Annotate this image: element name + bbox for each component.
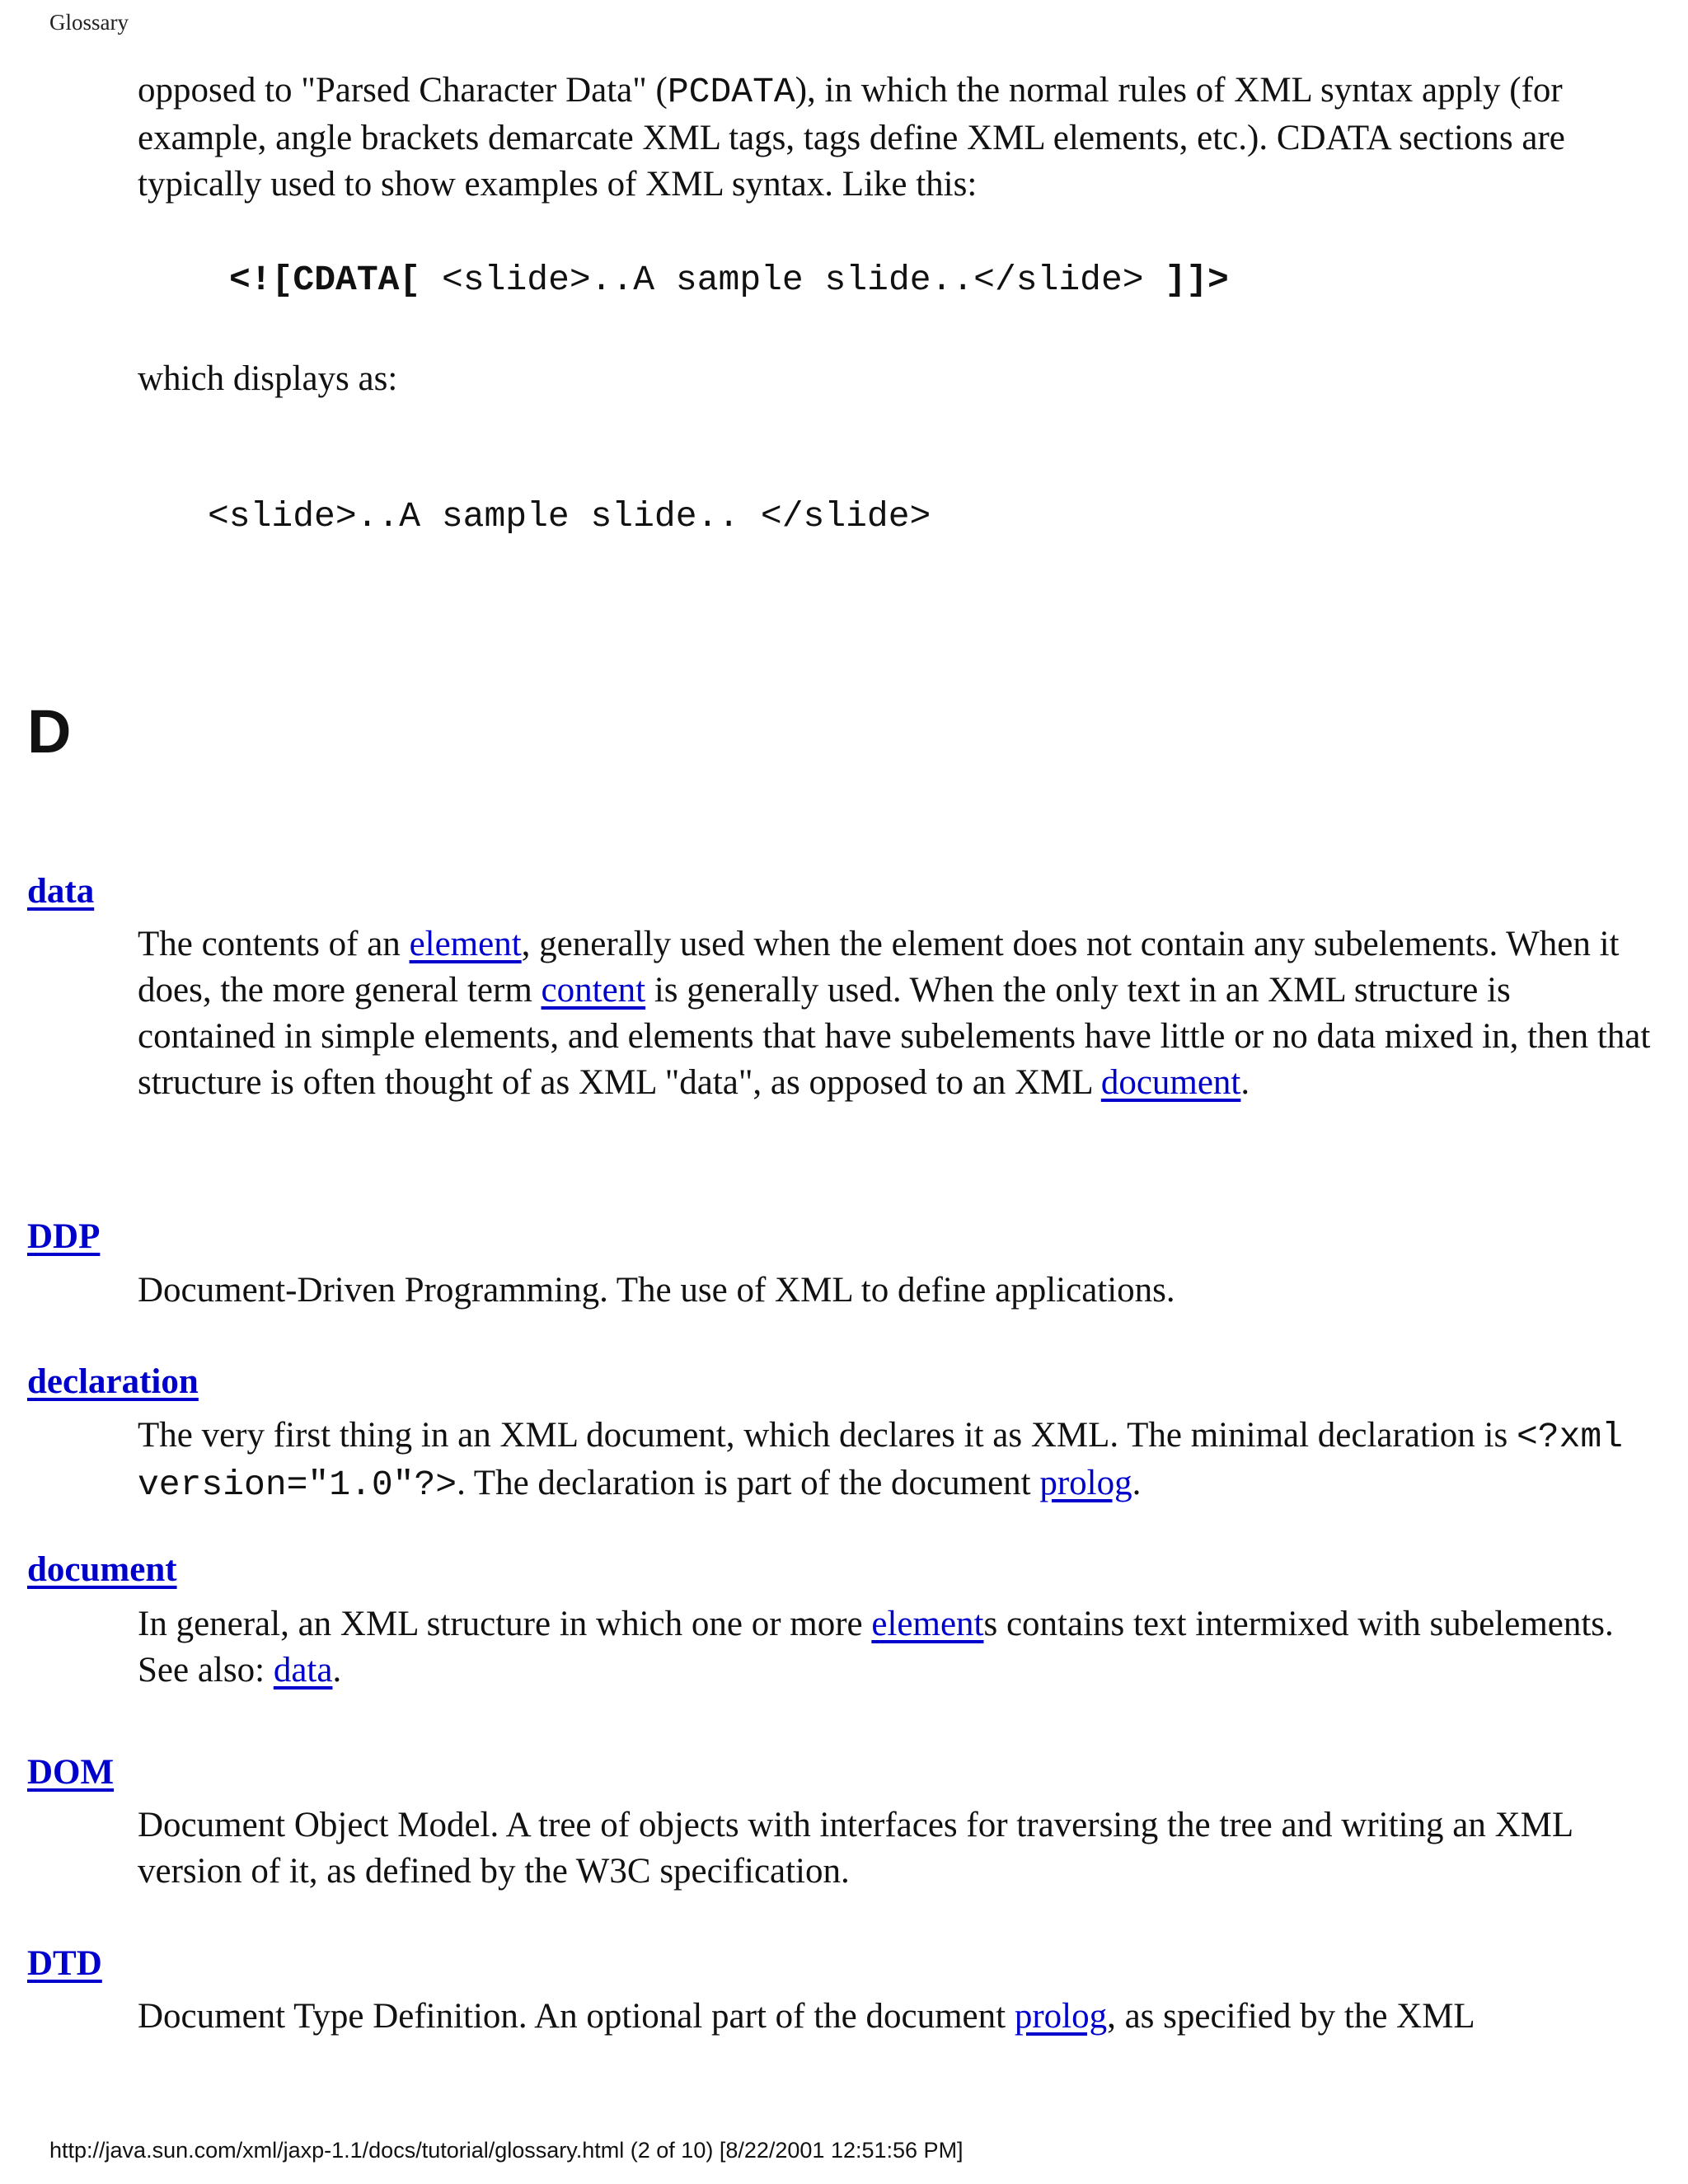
cdata-body: <slide>..A sample slide..</slide> bbox=[420, 260, 1165, 300]
link-prolog[interactable]: prolog bbox=[1039, 1464, 1132, 1502]
term-ddp-link[interactable]: DDP bbox=[27, 1217, 101, 1256]
link-content[interactable]: content bbox=[541, 971, 646, 1010]
def-text: The very first thing in an XML document, which declares it as XML. The minimal declaration is bbox=[138, 1416, 1517, 1455]
def-text: , generally used when the element does not contain any subelements. When it does, the more general term bbox=[138, 925, 1620, 1010]
def-text: Document Type Definition. An optional part of the document bbox=[138, 1997, 1015, 2036]
definition-declaration bbox=[138, 1413, 1654, 1508]
term-dtd-link[interactable]: DTD bbox=[27, 1944, 102, 1983]
section-letter: D bbox=[27, 697, 72, 766]
xml-declaration-code: <?xml version="1.0"?> bbox=[138, 1417, 1624, 1505]
definition-data bbox=[138, 921, 1654, 1106]
link-element[interactable]: element bbox=[409, 925, 522, 963]
link-document[interactable]: document bbox=[1100, 1063, 1241, 1102]
cdata-close: ]]> bbox=[1165, 260, 1229, 300]
intro-text-2: ), in which the normal rules of XML syntax apply (for example, angle brackets demarcate XML tags, tags define XML elements, etc.). CDATA sections are typically used to show examples of XML syntax. Like this: bbox=[138, 71, 1565, 204]
term-data-link[interactable]: data bbox=[27, 872, 95, 911]
link-element[interactable]: element bbox=[871, 1605, 984, 1643]
definition-ddp: Document-Driven Programming. The use of XML to define applications. bbox=[138, 1271, 1175, 1310]
def-text: , as specified by the XML bbox=[1107, 1997, 1475, 2036]
def-text: . bbox=[1132, 1464, 1142, 1502]
page-header: Glossary bbox=[49, 10, 129, 35]
page-footer-url: http://java.sun.com/xml/jaxp-1.1/docs/tutorial/glossary.html (2 of 10) [8/22/2001 12:51:56 PM] bbox=[49, 2138, 964, 2163]
term-dom-link[interactable]: DOM bbox=[27, 1753, 115, 1792]
definition-document bbox=[138, 1601, 1654, 1694]
cdata-code-example bbox=[229, 260, 1229, 300]
def-text: is generally used. When the only text in an XML structure is contained in simple elements, and elements that have subelements have little or no data mixed in, then that structure is often thought of as XML "data", as opposed to an XML bbox=[138, 971, 1651, 1102]
def-text: . bbox=[1240, 1063, 1250, 1102]
definition-dtd bbox=[138, 1994, 1654, 2040]
def-text: The contents of an bbox=[138, 925, 410, 963]
def-text: . The declaration is part of the document bbox=[457, 1464, 1040, 1502]
def-text: . bbox=[332, 1651, 342, 1690]
link-data[interactable]: data bbox=[273, 1651, 333, 1690]
term-document-link[interactable]: document bbox=[27, 1550, 177, 1589]
displays-as-text: which displays as: bbox=[138, 359, 398, 398]
pcdata-code: PCDATA bbox=[667, 72, 795, 112]
def-text: In general, an XML structure in which one or more bbox=[138, 1605, 872, 1643]
definition-dom: Document Object Model. A tree of objects with interfaces for traversing the tree and writing an XML version of it, as defined by the W3C specification. bbox=[138, 1806, 1573, 1891]
def-text: s contains text intermixed with subelements. See also: bbox=[138, 1605, 1614, 1690]
intro-text-1: opposed to "Parsed Character Data" ( bbox=[138, 71, 668, 110]
cdata-open: <![CDATA[ bbox=[229, 260, 421, 300]
cdata-rendered-example: <slide>..A sample slide.. </slide> bbox=[208, 496, 931, 537]
link-prolog[interactable]: prolog bbox=[1014, 1997, 1108, 2036]
term-declaration-link[interactable]: declaration bbox=[27, 1362, 199, 1401]
cdata-intro-paragraph bbox=[138, 68, 1654, 208]
